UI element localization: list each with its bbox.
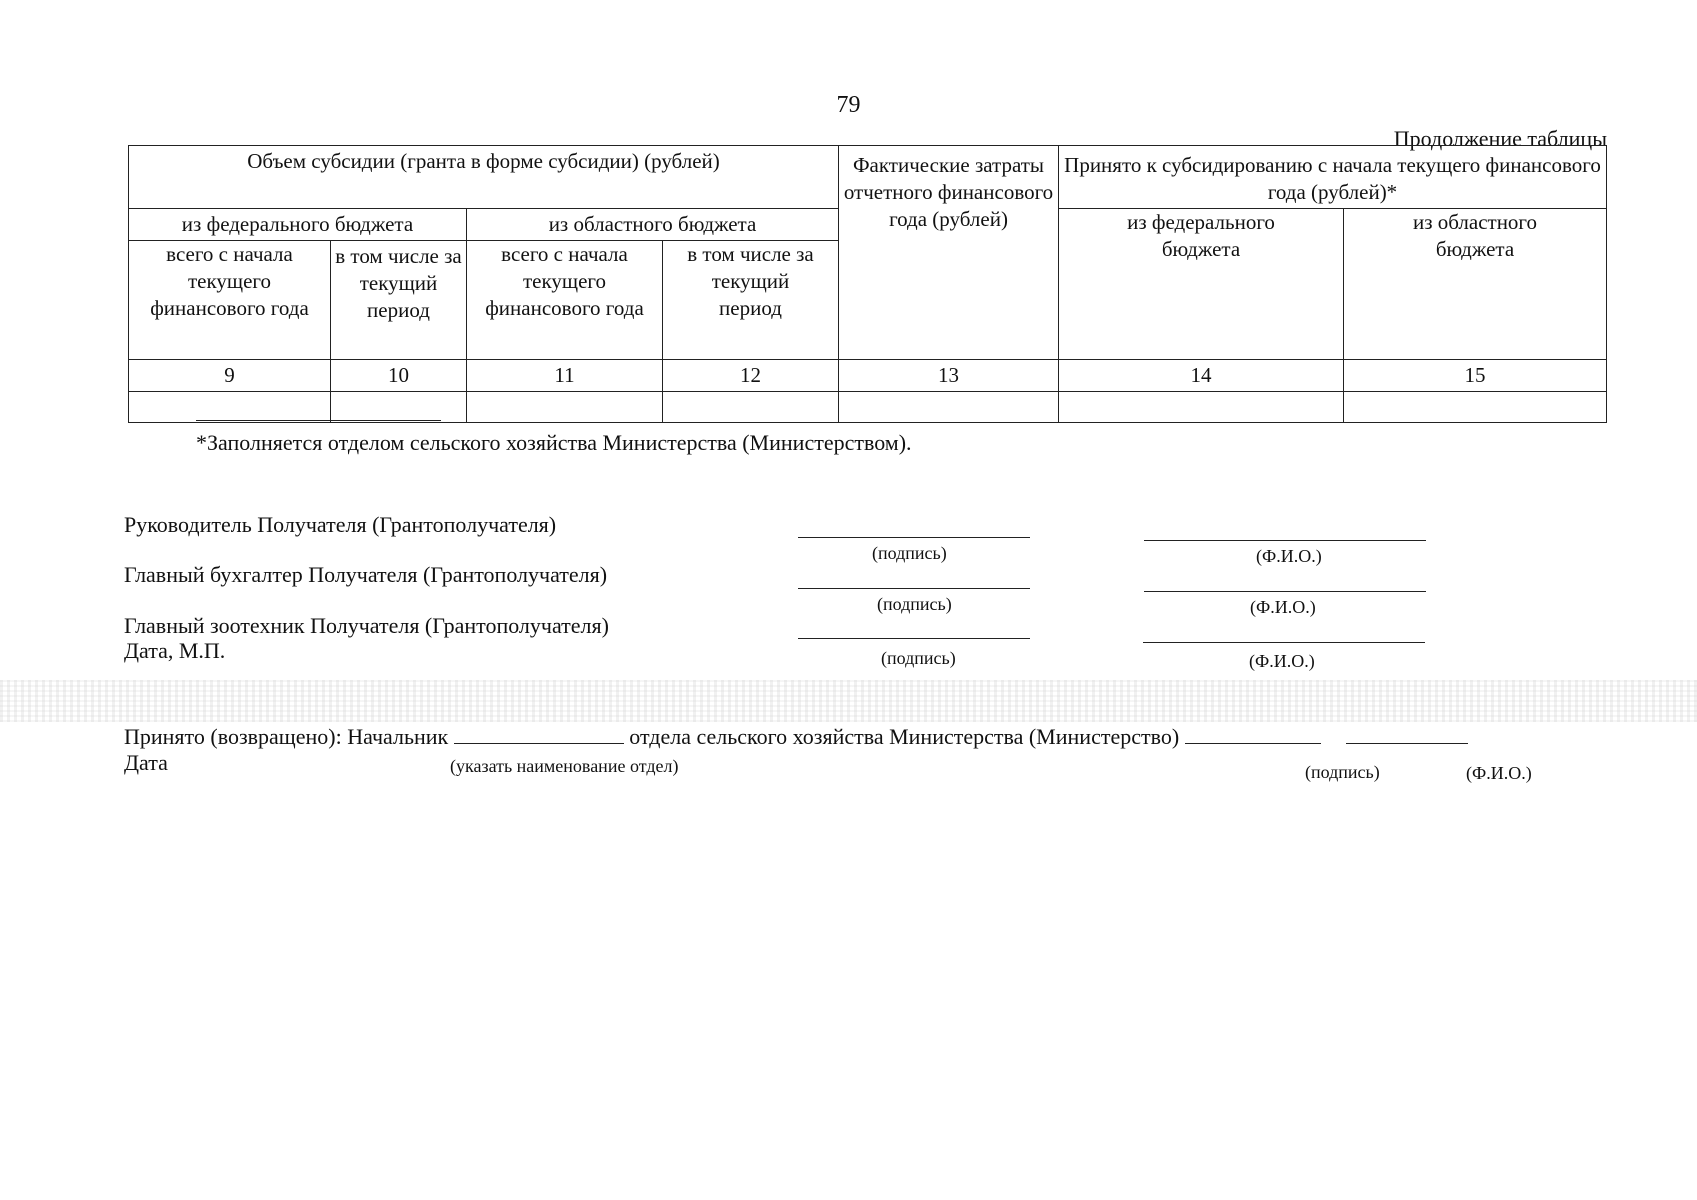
name-line xyxy=(1144,540,1426,541)
column-number: 14 xyxy=(1059,360,1344,392)
name-blank xyxy=(1346,725,1468,744)
header-federal-current: в том числе за текущий период xyxy=(331,241,467,360)
header-federal-budget: из федерального бюджета xyxy=(129,209,467,241)
name-line xyxy=(1143,642,1425,643)
footnote-divider xyxy=(196,420,441,421)
header-actual-costs: Фактические затраты отчетного финансового года (рублей) xyxy=(839,146,1059,360)
name-caption: (Ф.И.О.) xyxy=(1249,651,1315,671)
table-header-row xyxy=(129,146,1607,209)
acceptance-line xyxy=(124,724,1468,750)
scan-artifact-band xyxy=(0,680,1697,722)
continuation-label: Продолжение таблицы xyxy=(1393,126,1607,151)
signature-blank xyxy=(1185,725,1321,744)
column-number: 12 xyxy=(663,360,839,392)
signature-caption: (подпись) xyxy=(872,543,947,563)
header-accepted-for-subsidy: Принято к субсидированию с начала текущего финансового года (рублей)* xyxy=(1059,146,1607,209)
table-cell xyxy=(839,392,1059,423)
role-head: Руководитель Получателя (Грантополучателя) xyxy=(124,512,557,537)
table-cell xyxy=(1344,392,1607,423)
department-blank xyxy=(454,725,624,744)
header-regional-total: всего с начала текущего финансового года xyxy=(467,241,663,360)
empty-data-row xyxy=(129,392,1607,423)
signature-line xyxy=(798,537,1030,538)
column-number-row xyxy=(129,360,1607,392)
column-number: 15 xyxy=(1344,360,1607,392)
name-caption: (Ф.И.О.) xyxy=(1466,763,1532,783)
table-cell xyxy=(129,392,331,423)
table-cell xyxy=(1059,392,1344,423)
role-chief-accountant: Главный бухгалтер Получателя (Грантополучателя) xyxy=(124,562,608,587)
header-regional-current: в том числе за текущий период xyxy=(663,241,839,360)
acceptance-prefix: Принято (возвращено): Начальник xyxy=(124,724,449,749)
table-cell xyxy=(663,392,839,423)
signature-caption: (подпись) xyxy=(1305,762,1380,782)
name-caption: (Ф.И.О.) xyxy=(1250,597,1316,617)
column-number: 10 xyxy=(331,360,467,392)
column-number: 13 xyxy=(839,360,1059,392)
column-number: 9 xyxy=(129,360,331,392)
date-stamp: Дата, М.П. xyxy=(124,638,226,663)
name-line xyxy=(1144,591,1426,592)
footnote: *Заполняется отделом сельского хозяйства Министерства (Министерством). xyxy=(196,430,912,455)
signature-caption: (подпись) xyxy=(877,594,952,614)
column-number: 11 xyxy=(467,360,663,392)
role-chief-zootechnician: Главный зоотехник Получателя (Грантополучателя) xyxy=(124,613,609,638)
subsidy-table xyxy=(128,145,1607,423)
signature-caption: (подпись) xyxy=(881,648,956,668)
table-cell xyxy=(467,392,663,423)
signature-line xyxy=(798,588,1030,589)
department-caption: (указать наименование отдел) xyxy=(450,756,679,776)
acceptance-date: Дата xyxy=(124,750,168,775)
signature-line xyxy=(798,638,1030,639)
header-federal-total: всего с начала текущего финансового года xyxy=(129,241,331,360)
header-regional-budget: из областного бюджета xyxy=(467,209,839,241)
header-accepted-federal: из федерального бюджета xyxy=(1059,209,1344,360)
acceptance-middle: отдела сельского хозяйства Министерства (Министерство) xyxy=(629,724,1180,749)
name-caption: (Ф.И.О.) xyxy=(1256,546,1322,566)
header-accepted-regional: из областного бюджета xyxy=(1344,209,1607,360)
page-number: 79 xyxy=(836,92,861,118)
header-subsidy-volume: Объем субсидии (гранта в форме субсидии) (рублей) xyxy=(129,146,839,209)
table-cell xyxy=(331,392,467,423)
